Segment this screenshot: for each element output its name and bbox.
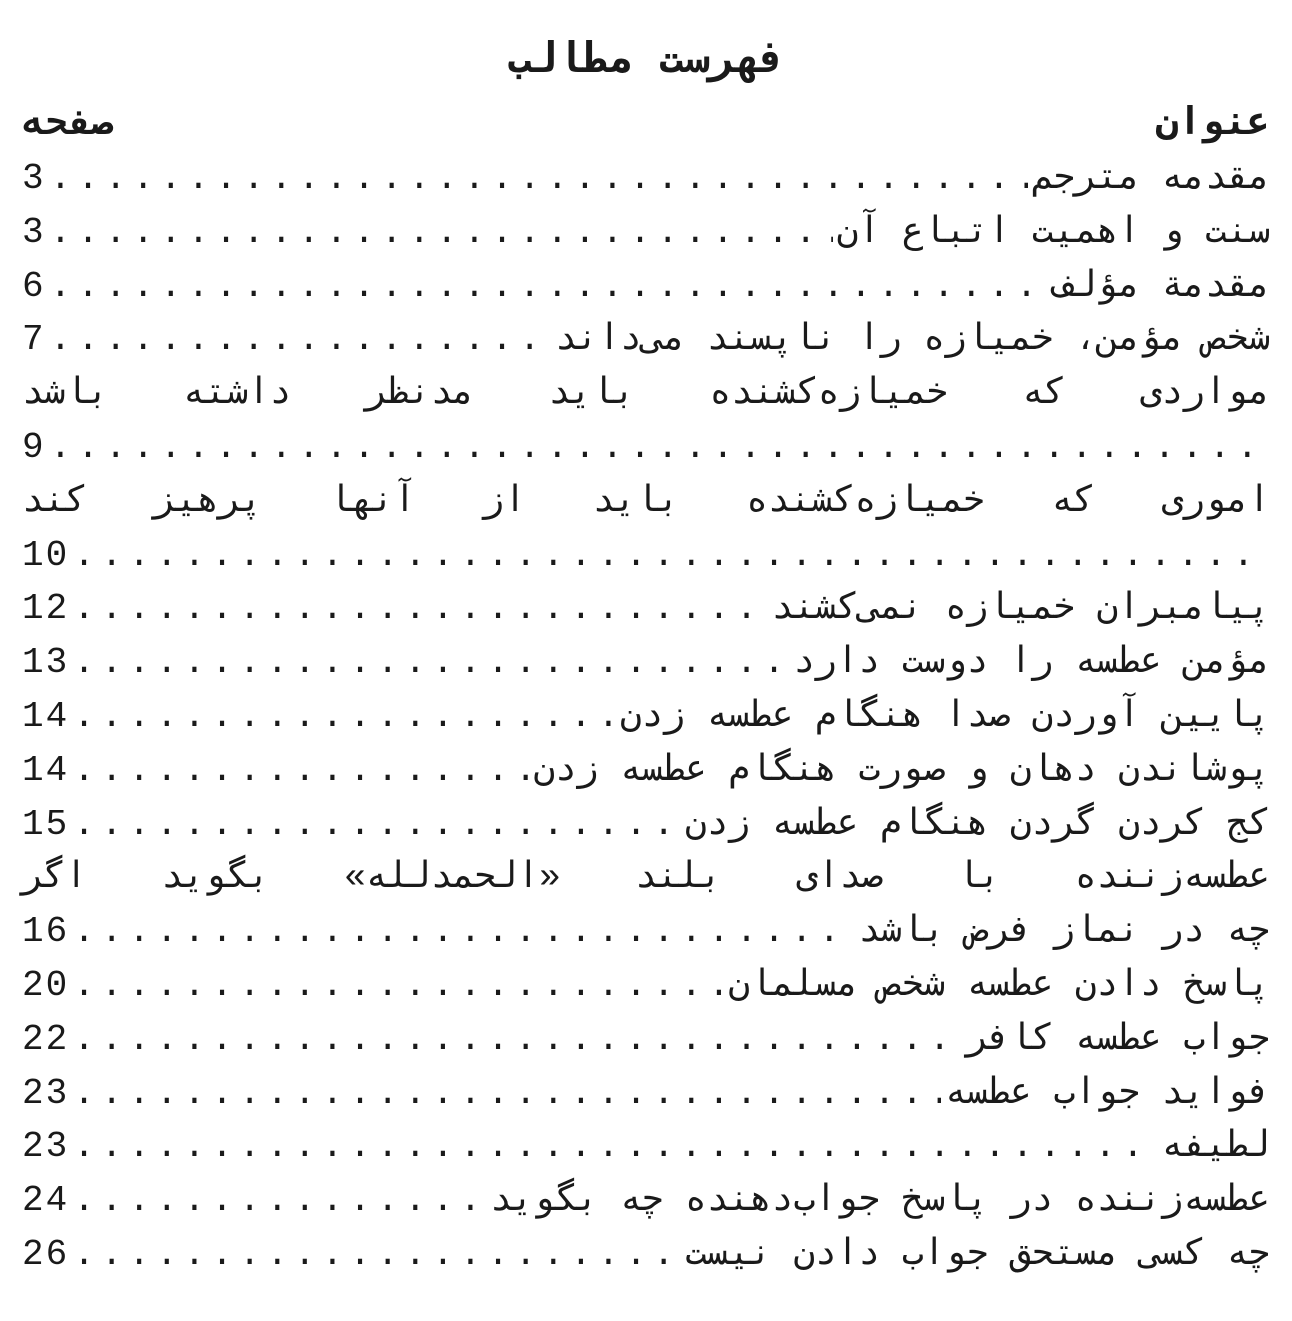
toc-entry-page: 15 xyxy=(22,803,70,845)
toc-entry[interactable] xyxy=(22,152,1270,206)
toc-entry[interactable] xyxy=(22,206,1270,260)
toc-entry-page: 14 xyxy=(22,749,70,791)
toc-entry-page: 10 xyxy=(22,534,70,576)
toc-entry[interactable] xyxy=(22,1013,1270,1067)
toc-entry-title: مواردی که خمیازه‌کشنده باید مدنظر داشته باشد xyxy=(22,373,1270,415)
toc-entry-title: پایین آوردن صدا هنگام عطسه زدن xyxy=(620,695,1270,737)
toc-entry-title: اموری که خمیازه‌کشنده باید از آنها پرهیز کند xyxy=(22,480,1270,522)
toc-entry[interactable] xyxy=(22,1228,1270,1282)
toc-list xyxy=(22,152,1270,1282)
toc-entry-title: پوشاندن دهان و صورت هنگام عطسه زدن xyxy=(533,749,1270,791)
toc-entry-page: 16 xyxy=(22,911,70,953)
toc-entry[interactable] xyxy=(22,1067,1270,1121)
dot-leader xyxy=(50,206,833,260)
toc-entry-title: پیامبران خمیازه نمی‌کشند xyxy=(771,588,1270,630)
dot-leader xyxy=(73,798,681,852)
dot-leader xyxy=(50,260,1050,314)
toc-entry-title: کج کردن گردن هنگام عطسه زدن xyxy=(685,803,1270,845)
toc-entry-title-continued: چه در نماز فرض باشد xyxy=(858,911,1270,953)
dot-leader xyxy=(73,905,854,959)
dot-leader xyxy=(73,1067,941,1121)
toc-entry-page: 20 xyxy=(22,964,70,1006)
toc-entry[interactable] xyxy=(22,690,1270,744)
toc-entry-page: 26 xyxy=(22,1233,70,1275)
toc-entry[interactable] xyxy=(22,798,1270,852)
toc-entry[interactable] xyxy=(22,744,1270,798)
toc-entry-page: 9 xyxy=(22,426,46,468)
toc-entry[interactable] xyxy=(22,851,1270,959)
dot-leader xyxy=(73,636,789,690)
toc-entry-page: 7 xyxy=(22,319,46,361)
dot-leader xyxy=(73,582,767,636)
dot-leader xyxy=(73,1228,681,1282)
toc-entry-page: 23 xyxy=(22,1072,70,1114)
page-title: فهرست مطالب xyxy=(506,37,786,85)
toc-entry[interactable] xyxy=(22,582,1270,636)
toc-entry[interactable] xyxy=(22,475,1270,583)
title-column-header: عنوان xyxy=(1155,102,1270,146)
toc-entry[interactable] xyxy=(22,260,1270,314)
toc-entry-title: لطیفه xyxy=(1161,1126,1270,1168)
dot-leader xyxy=(73,1013,962,1067)
toc-entry-page: 6 xyxy=(22,265,46,307)
toc-entry-title: جواب عطسه کافر xyxy=(966,1018,1270,1060)
toc-entry[interactable] xyxy=(22,959,1270,1013)
dot-leader xyxy=(73,1174,486,1228)
toc-entry-title: فواید جواب عطسه xyxy=(945,1072,1270,1114)
toc-entry[interactable] xyxy=(22,1120,1270,1174)
toc-entry-title: مؤمن عطسه را دوست دارد xyxy=(793,642,1270,684)
toc-entry-title: شخص مؤمن، خمیازه را ناپسند می‌داند xyxy=(555,319,1270,361)
dot-leader xyxy=(73,1120,1157,1174)
toc-entry-title: مقدمه مترجم xyxy=(1031,158,1270,199)
toc-entry-title: عطسه‌زننده با صدای بلند «الحمدلله» بگوید اگر xyxy=(22,857,1270,899)
toc-entry[interactable] xyxy=(22,313,1270,367)
dot-leader xyxy=(73,959,724,1013)
dot-leader xyxy=(73,744,529,798)
toc-entry-page: 12 xyxy=(22,588,70,630)
dot-leader xyxy=(73,690,616,744)
toc-entry-page: 3 xyxy=(22,211,46,253)
toc-entry[interactable] xyxy=(22,367,1270,475)
toc-entry-title: عطسه‌زننده در پاسخ جواب‌دهنده چه بگوید xyxy=(490,1180,1270,1222)
toc-entry-page: 14 xyxy=(22,695,70,737)
toc-page xyxy=(22,30,1270,1282)
toc-entry-title: سنت و اهمیت اتباع آن xyxy=(836,211,1270,253)
toc-entry-page: 13 xyxy=(22,642,70,684)
toc-entry-title: مقدمة مؤلف xyxy=(1053,265,1270,307)
toc-entry[interactable] xyxy=(22,636,1270,690)
toc-header xyxy=(22,92,1270,152)
dot-leader xyxy=(50,152,1028,206)
page-column-header: صفحه xyxy=(22,102,114,146)
toc-entry-page: 3 xyxy=(22,158,46,199)
toc-entry-title: پاسخ دادن عطسه شخص مسلمان xyxy=(728,964,1270,1006)
toc-entry-page: 23 xyxy=(22,1126,70,1168)
toc-entry[interactable] xyxy=(22,1174,1270,1228)
dot-leader xyxy=(73,529,1266,583)
dot-leader xyxy=(50,313,552,367)
dot-leader xyxy=(50,421,1266,475)
toc-entry-page: 22 xyxy=(22,1018,70,1060)
toc-entry-title: چه کسی مستحق جواب دادن نیست xyxy=(685,1233,1270,1275)
toc-entry-page: 24 xyxy=(22,1180,70,1222)
